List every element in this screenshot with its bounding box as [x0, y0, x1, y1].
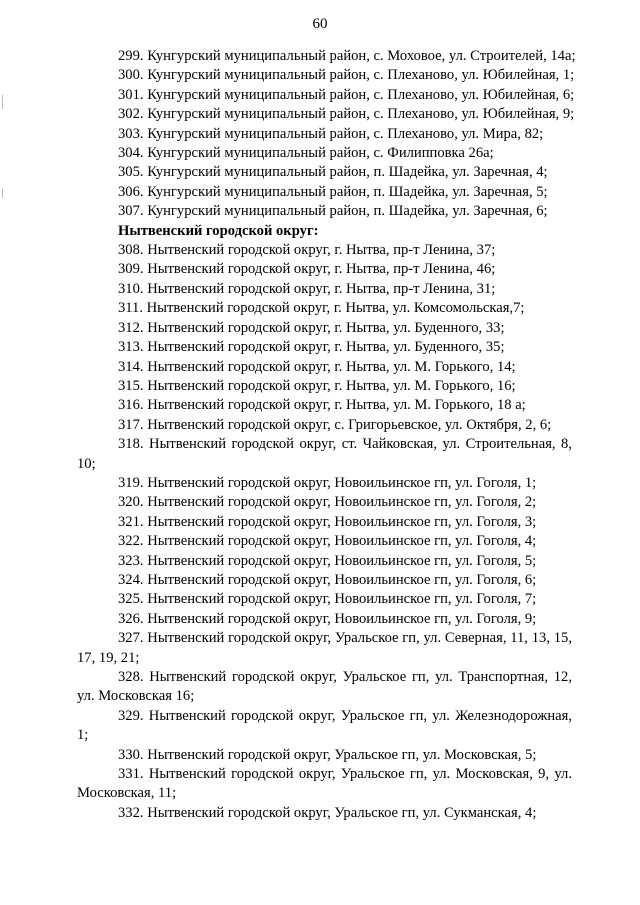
list-item: 329. Нытвенский городской округ, Уральское гп, ул. Железнодорожная, 1;	[77, 707, 572, 744]
list-item: 325. Нытвенский городской округ, Новоильинское гп, ул. Гоголя, 7;	[118, 591, 537, 608]
scan-edge-mark	[2, 188, 3, 198]
list-item: 310. Нытвенский городской округ, г. Нытва, пр-т Ленина, 31;	[118, 280, 496, 297]
list-item: 318. Нытвенский городской округ, ст. Чайковская, ул. Строительная, 8, 10;	[77, 436, 572, 472]
list-item: 314. Нытвенский городской округ, г. Нытва, ул. М. Горького, 14;	[118, 358, 516, 375]
list-item: 303. Кунгурский муниципальный район, с. Плеханово, ул. Мира, 82;	[118, 125, 544, 142]
list-item: 311. Нытвенский городской округ, г. Нытва, ул. Комсомольская,7;	[118, 300, 525, 317]
list-item: 309. Нытвенский городской округ, г. Нытва, пр-т Ленина, 46;	[118, 261, 496, 278]
list-item: 302. Кунгурский муниципальный район, с. Плеханово, ул. Юбилейная, 9;	[118, 106, 575, 123]
list-item: 331. Нытвенский городской округ, Уральское гп, ул. Московская, 9, ул. Московская, 11;	[77, 766, 572, 802]
document-body	[77, 47, 576, 823]
list-item: 315. Нытвенский городской округ, г. Нытва, ул. М. Горького, 16;	[118, 377, 516, 394]
scan-edge-mark	[2, 95, 3, 109]
list-item: 332. Нытвенский городской округ, Уральское гп, ул. Сукманская, 4;	[118, 804, 537, 821]
list-item: 299. Кунгурский муниципальный район, с. Моховое, ул. Строителей, 14а;	[118, 48, 576, 64]
list-item: 306. Кунгурский муниципальный район, п. Шадейка, ул. Заречная, 5;	[118, 183, 548, 200]
list-item: 330. Нытвенский городской округ, Уральское гп, ул. Московская, 5;	[118, 746, 537, 763]
list-item: 304. Кунгурский муниципальный район, с. Филипповка 26а;	[118, 145, 494, 162]
list-item: 320. Нытвенский городской округ, Новоильинское гп, ул. Гоголя, 2;	[118, 494, 537, 511]
list-item: 312. Нытвенский городской округ, г. Нытва, ул. Буденного, 33;	[118, 319, 505, 336]
section-heading: Нытвенский городской округ:	[118, 222, 319, 239]
list-item: 322. Нытвенский городской округ, Новоильинское гп, ул. Гоголя, 4;	[118, 533, 537, 550]
list-item: 328. Нытвенский городской округ, Уральское гп, ул. Транспортная, 12, ул. Московская 16;	[77, 669, 572, 705]
list-item: 324. Нытвенский городской округ, Новоильинское гп, ул. Гоголя, 6;	[118, 571, 537, 588]
list-item: 317. Нытвенский городской округ, с. Григорьевское, ул. Октября, 2, 6;	[118, 416, 552, 433]
list-item: 308. Нытвенский городской округ, г. Нытва, пр-т Ленина, 37;	[118, 242, 496, 259]
list-item: 327. Нытвенский городской округ, Уральское гп, ул. Северная, 11, 13, 15, 17, 19, 21;	[77, 630, 572, 666]
list-item: 321. Нытвенский городской округ, Новоильинское гп, ул. Гоголя, 3;	[118, 513, 537, 530]
list-item: 323. Нытвенский городской округ, Новоильинское гп, ул. Гоголя, 5;	[118, 552, 537, 569]
list-item: 300. Кунгурский муниципальный район, с. Плеханово, ул. Юбилейная, 1;	[118, 67, 575, 84]
list-item: 313. Нытвенский городской округ, г. Нытва, ул. Буденного, 35;	[118, 339, 505, 356]
list-item: 319. Нытвенский городской округ, Новоильинское гп, ул. Гоголя, 1;	[118, 474, 537, 491]
list-item: 326. Нытвенский городской округ, Новоильинское гп, ул. Гоголя, 9;	[118, 610, 537, 627]
list-item: 305. Кунгурский муниципальный район, п. Шадейка, ул. Заречная, 4;	[118, 164, 548, 181]
list-item: 307. Кунгурский муниципальный район, п. Шадейка, ул. Заречная, 6;	[118, 203, 548, 220]
list-item: 301. Кунгурский муниципальный район, с. Плеханово, ул. Юбилейная, 6;	[118, 86, 575, 103]
list-item: 316. Нытвенский городской округ, г. Нытва, ул. М. Горького, 18 а;	[118, 397, 526, 414]
page-number: 60	[312, 16, 328, 32]
